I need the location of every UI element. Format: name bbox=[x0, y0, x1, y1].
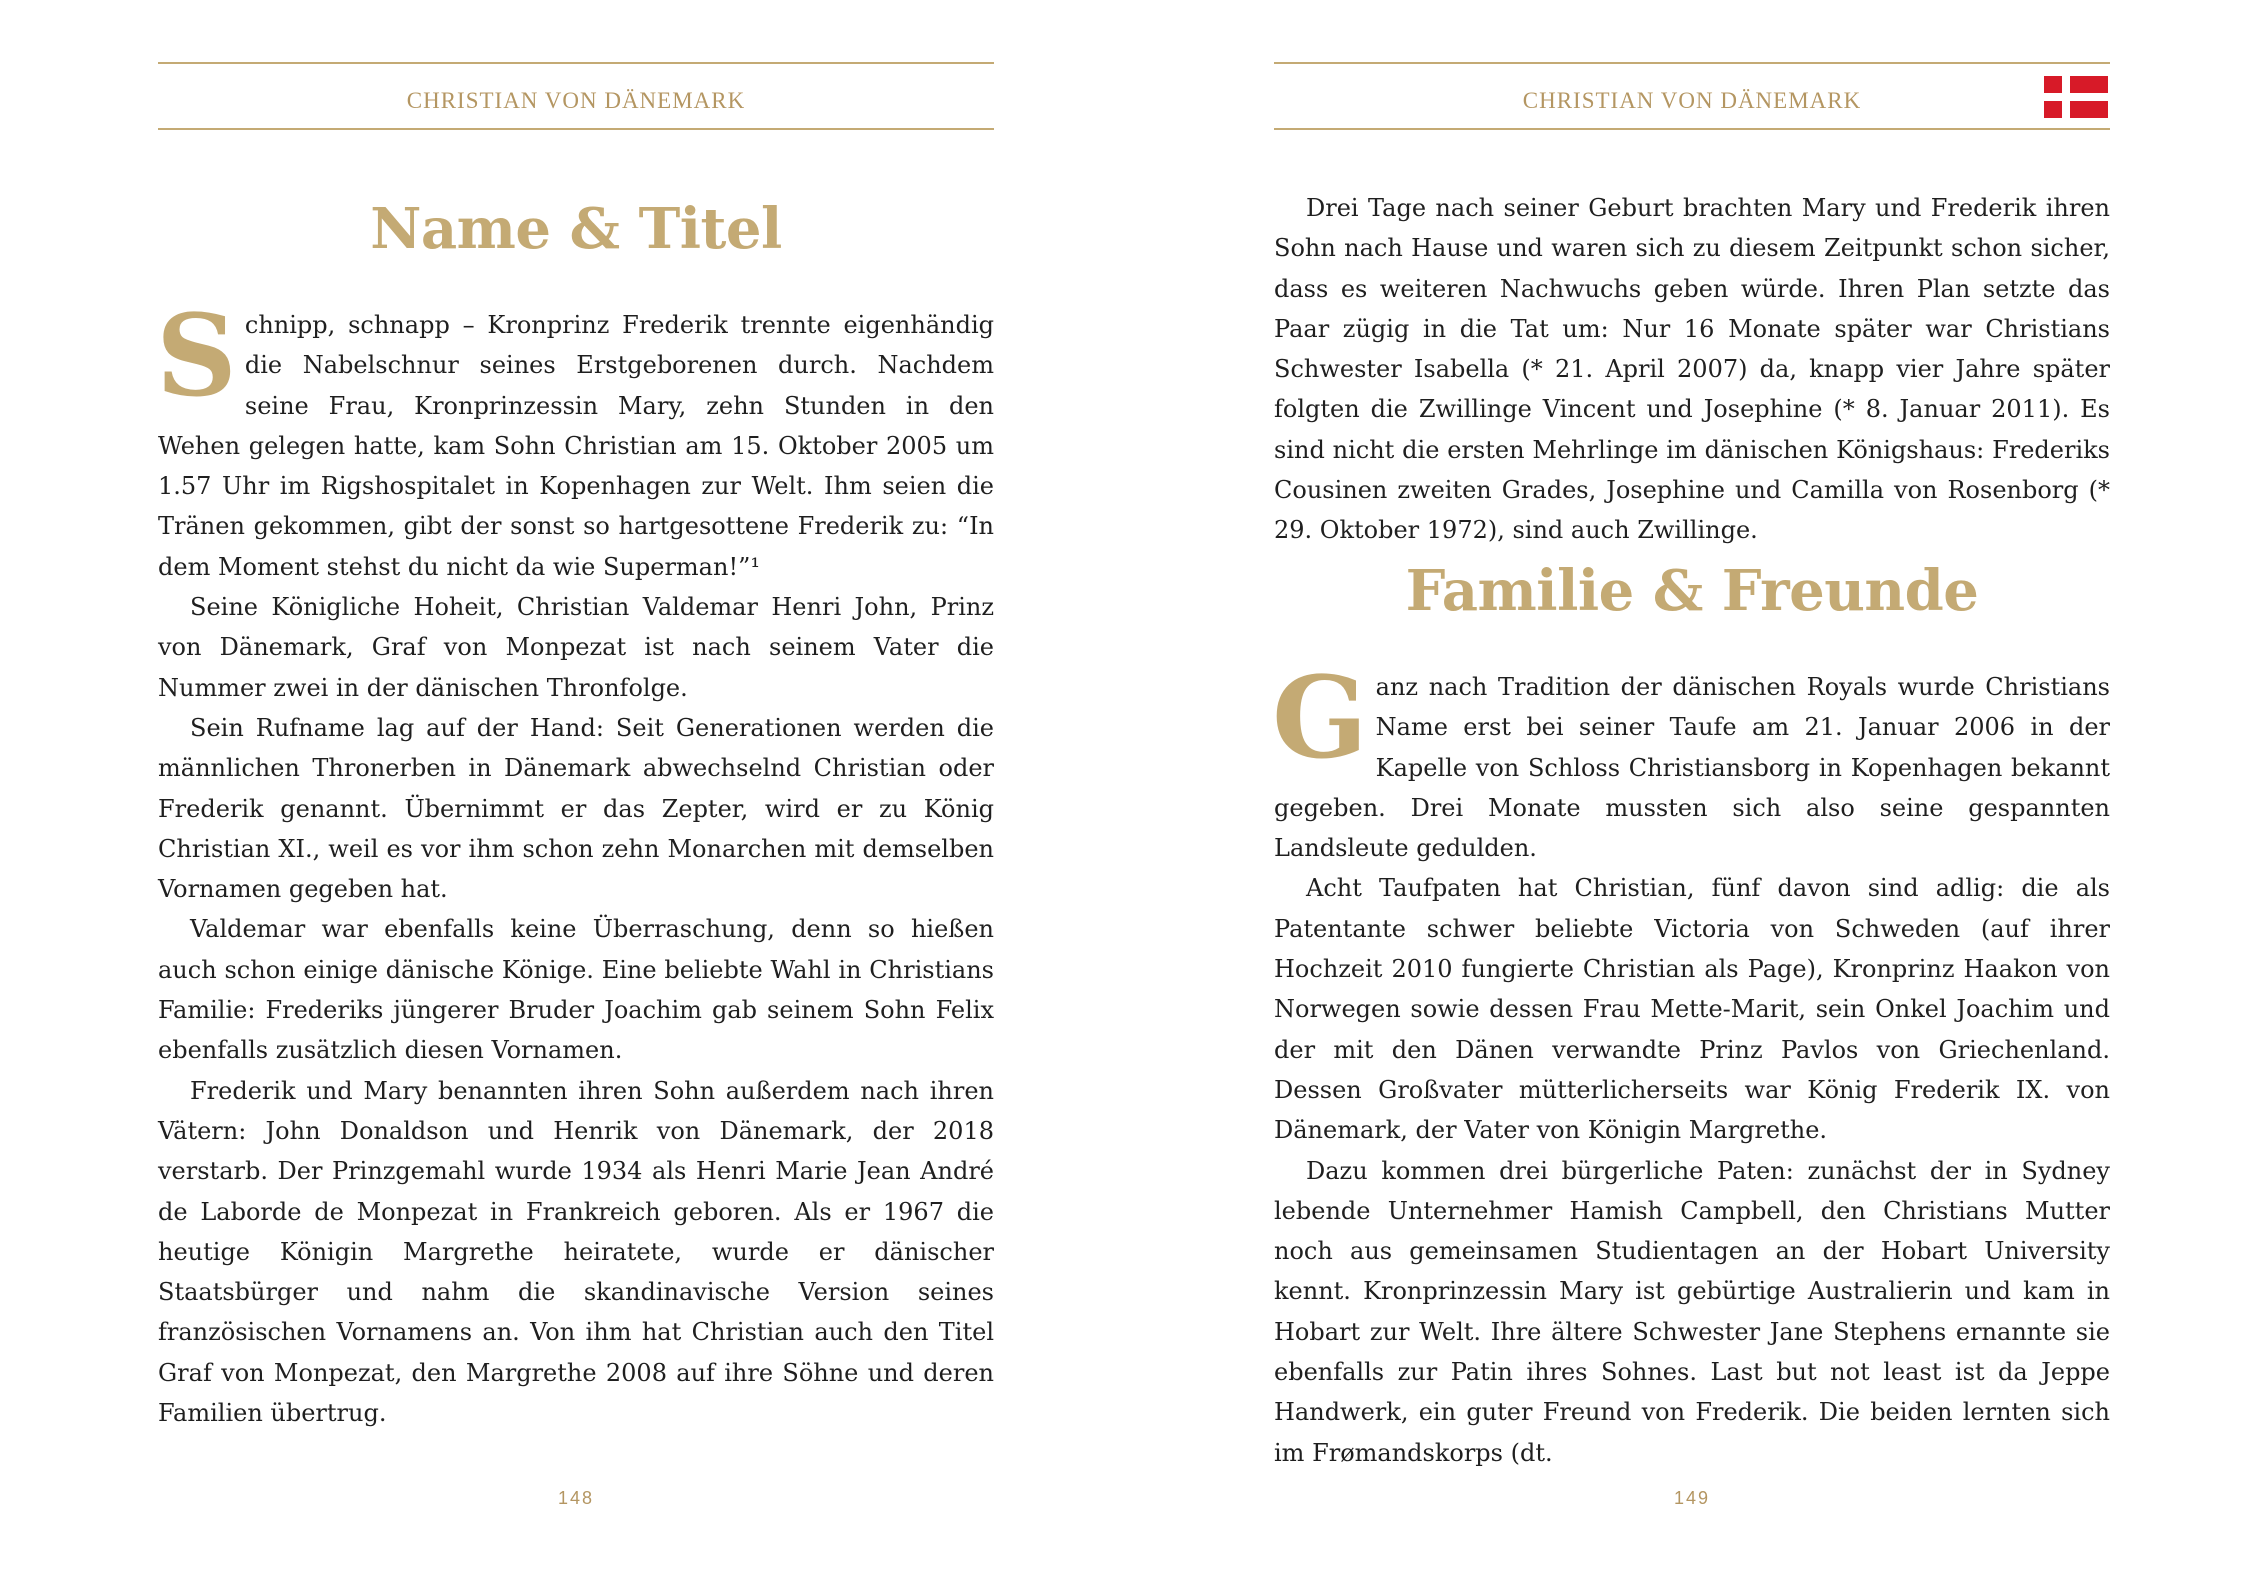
section-heading: Familie & Freunde bbox=[1405, 558, 1979, 624]
drop-cap: S bbox=[156, 291, 237, 422]
paragraph: Valdemar war ebenfalls keine Überraschung, denn so hießen auch schon einige dänische Könige. Eine beliebte Wahl in Christians Familie: Frederiks jüngerer Bruder Joachim gab seinem Sohn Felix ebenfalls zusätzlich diesen Vornamen. bbox=[158, 915, 994, 1065]
running-header bbox=[1274, 62, 2110, 130]
paragraph bbox=[156, 291, 994, 587]
paragraph-text: chnipp, schnapp – Kronprinz Frederik trennte eigenhändig die Nabelschnur seines Erstgeborenen durch. Nachdem seine Frau, Kronprinzessin Mary, zehn Stunden in den Wehen gelegen hatte, kam Sohn Christian am 15. Oktober 2005 um 1.57 Uhr im Rigshospitalet in Kopenhagen zur Welt. Ihm seien die Tränen gekommen, gibt der sonst so hartgesottene Frederik zu: “In dem Moment stehst du nicht da wie Superman!”¹ bbox=[158, 311, 994, 581]
danish-flag-icon bbox=[2044, 76, 2108, 118]
intro-text bbox=[1274, 188, 2110, 551]
paragraph: Sein Rufname lag auf der Hand: Seit Generationen werden die männlichen Thronerben in Dänemark abwechselnd Christian oder Frederik genannt. Übernimmt er das Zepter, wird er zu König Christian XI., weil es vor ihm schon zehn Monarchen mit demselben Vornamen gegeben hat. bbox=[158, 713, 994, 904]
running-header bbox=[158, 62, 994, 130]
page-number: 148 bbox=[557, 1488, 595, 1508]
body-text bbox=[1272, 653, 2110, 1473]
left-page bbox=[158, 0, 994, 1583]
paragraph-text: anz nach Tradition der dänischen Royals wurde Christians Name erst bei seiner Taufe am 21. Januar 2006 in der Kapelle von Schloss Christiansborg in Kopenhagen bekannt gegeben. Drei Monate mussten sich also seine gespannten Landsleute gedulden. bbox=[1274, 673, 2110, 863]
paragraph: Acht Taufpaten hat Christian, fünf davon sind adlig: die als Patentante schwer beliebte Victoria von Schweden (auf ihrer Hochzeit 2010 fungierte Christian als Page), Kronprinz Haakon von Norwegen sowie dessen Frau Mette-Marit, sein Onkel Joachim und der mit den Dänen verwandte Prinz Pavlos von Griechenland. Dessen Großvater mütterlicherseits war König Frederik IX. von Dänemark, der Vater von Königin Margrethe. bbox=[1274, 874, 2110, 1145]
paragraph: Frederik und Mary benannten ihren Sohn außerdem nach ihren Vätern: John Donaldson und Henrik von Dänemark, der 2018 verstarb. Der Prinzgemahl wurde 1934 als Henri Marie Jean André de Laborde de Monpezat in Frankreich geboren. Als er 1967 die heutige Königin Margrethe heiratete, wurde er dänischer Staatsbürger und nahm die skandinavische Version seines französischen Vornamens an. Von ihm hat Christian auch den Titel Graf von Monpezat, den Margrethe 2008 auf ihre Söhne und deren Familien übertrug. bbox=[158, 1076, 994, 1428]
paragraph: Dazu kommen drei bürgerliche Paten: zunächst der in Sydney lebende Unternehmer Hamish Campbell, den Christians Mutter noch aus gemeinsamen Studientagen an der Hobart University kennt. Kronprinzessin Mary ist gebürtige Australierin und kam in Hobart zur Welt. Ihre ältere Schwester Jane Stephens ernannte sie ebenfalls zur Patin ihres Sohnes. Last but not least ist da Jeppe Handwerk, ein guter Freund von Frederik. Die beiden lernten sich im Frømandskorps (dt. bbox=[1274, 1156, 2110, 1467]
page-number: 149 bbox=[1673, 1488, 1711, 1508]
right-page bbox=[1274, 0, 2110, 1583]
running-title: CHRISTIAN VON DÄNEMARK bbox=[406, 88, 746, 113]
paragraph: Drei Tage nach seiner Geburt brachten Mary und Frederik ihren Sohn nach Hause und waren sich zu diesem Zeitpunkt schon sicher, dass es weiteren Nachwuchs geben würde. Ihren Plan setzte das Paar zügig in die Tat um: Nur 16 Monate später war Christians Schwester Isabella (* 21. April 2007) da, knapp vier Jahre später folgten die Zwillinge Vincent und Josephine (* 8. Januar 2011). Es sind nicht die ersten Mehrlinge im dänischen Königshaus: Frederiks Cousinen zweiten Grades, Josephine und Camilla von Rosenborg (* 29. Oktober 1972), sind auch Zwillinge. bbox=[1274, 194, 2110, 545]
body-text bbox=[156, 291, 994, 1433]
paragraph bbox=[1272, 653, 2110, 868]
section-heading: Name & Titel bbox=[370, 196, 782, 262]
running-title: CHRISTIAN VON DÄNEMARK bbox=[1522, 88, 1862, 113]
paragraph: Seine Königliche Hoheit, Christian Valdemar Henri John, Prinz von Dänemark, Graf von Monpezat ist nach seinem Vater die Nummer zwei in der dänischen Thronfolge. bbox=[158, 593, 994, 702]
drop-cap: G bbox=[1272, 653, 1368, 784]
